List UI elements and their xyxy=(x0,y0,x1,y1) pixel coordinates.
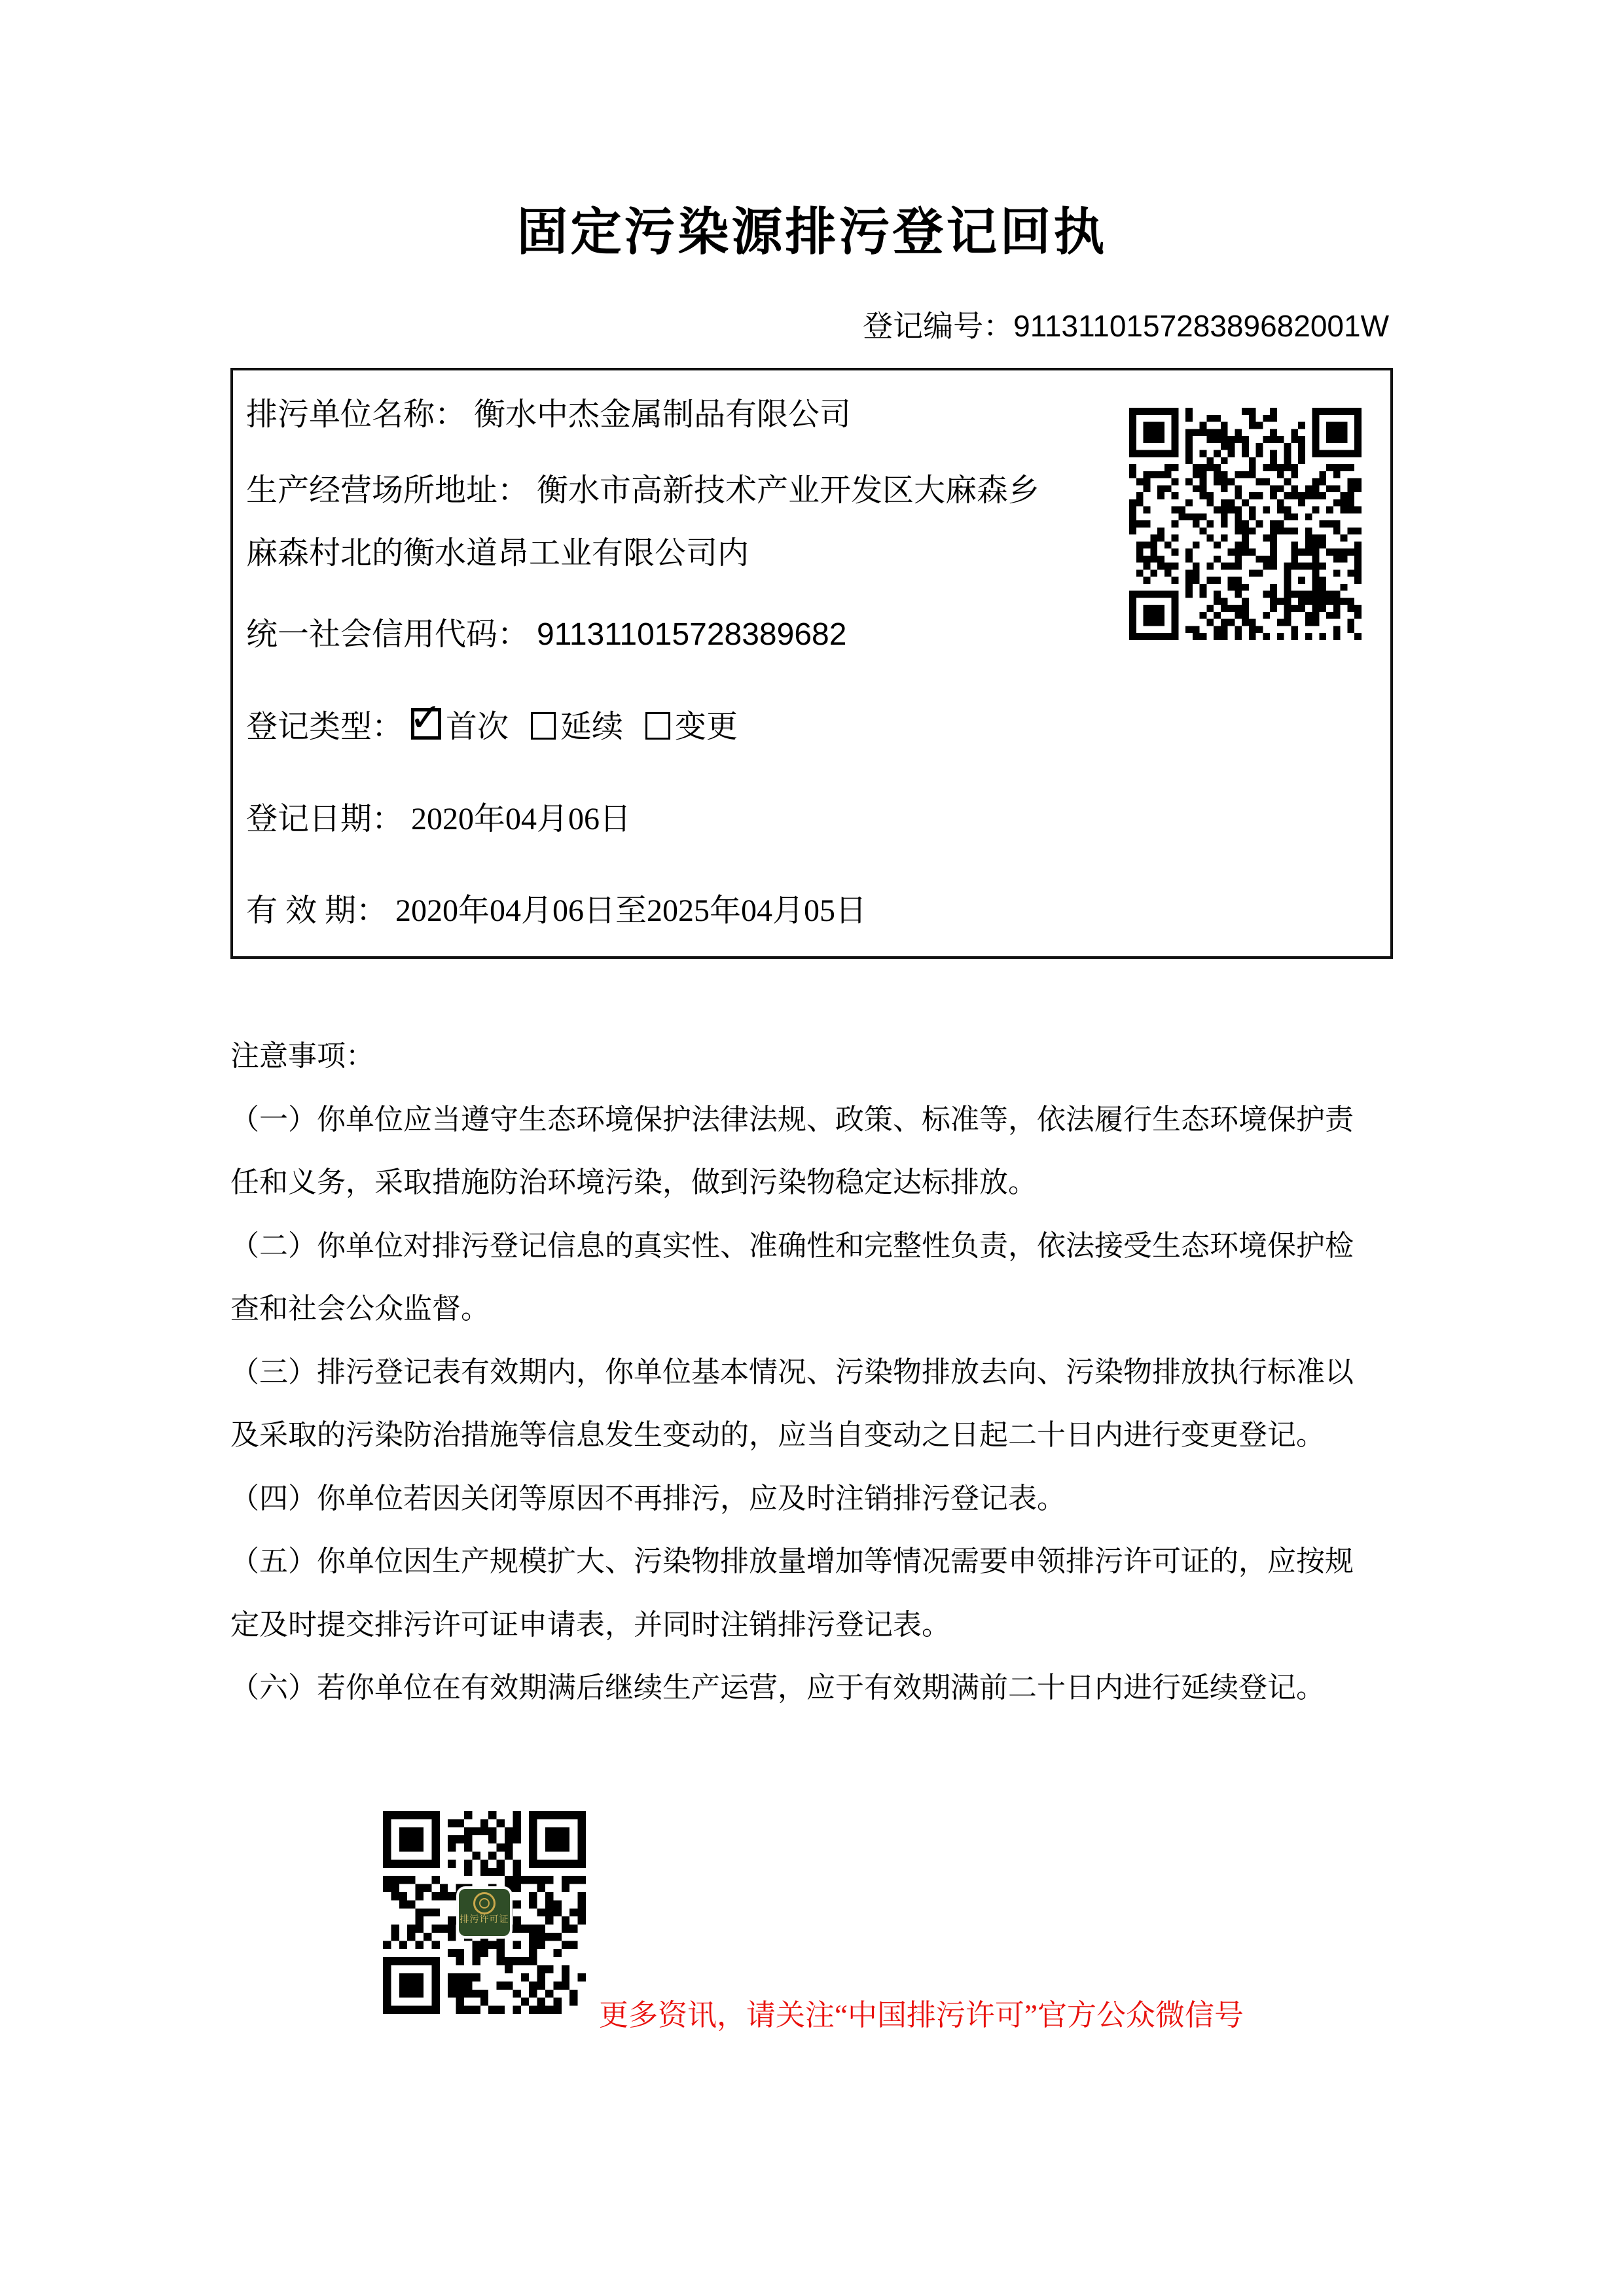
reg-type-option-label: 首次 xyxy=(446,709,509,744)
emblem-icon xyxy=(473,1892,496,1914)
footer-caption: 更多资讯，请关注“中国排污许可”官方公众微信号 xyxy=(599,1999,1244,2032)
reg-type-option-3 xyxy=(645,709,738,745)
registration-info-box xyxy=(230,368,1393,959)
reg-type-option-label: 延续 xyxy=(560,709,624,744)
field-registration-date xyxy=(246,801,631,837)
field-credit-code xyxy=(246,617,846,653)
notice-line: （四）你单位若因关闭等原因不再排污，应及时注销排污登记表。 xyxy=(230,1482,1066,1515)
field-valid-period xyxy=(246,893,867,929)
notice-line: 任和义务，采取措施防治环境污染，做到污染物稳定达标排放。 xyxy=(230,1166,1037,1198)
field-value: 2020年04月06日 xyxy=(411,802,632,836)
field-value: 衡水市高新技术产业开发区大麻森乡 xyxy=(537,473,1040,508)
field-value: 2020年04月06日至2025年04月05日 xyxy=(395,893,867,928)
reg-type-option-1 xyxy=(409,695,509,745)
notice-line: （一）你单位应当遵守生态环境保护法律法规、政策、标准等，依法履行生态环境保护责 xyxy=(230,1103,1354,1136)
checkbox-unchecked-icon xyxy=(531,712,556,740)
wechat-qr-block xyxy=(383,1811,586,2014)
checkbox-unchecked-icon xyxy=(645,712,670,740)
registration-number-label: 登记编号： xyxy=(863,310,1014,343)
field-label: 统一社会信用代码： xyxy=(246,617,530,652)
registration-number-value: 911311015728389682001W xyxy=(1013,309,1389,343)
field-label: 登记类型： xyxy=(246,709,404,744)
notice-line: 查和社会公众监督。 xyxy=(230,1293,490,1325)
page-title: 固定污染源排污登记回执 xyxy=(516,204,1108,260)
registration-qr-code-icon xyxy=(1129,408,1362,640)
field-address-line1 xyxy=(246,473,1039,509)
reg-type-option-label: 变更 xyxy=(675,709,738,744)
permit-logo xyxy=(456,1886,513,1939)
permit-logo-text: 排污许可证 xyxy=(460,1915,509,1925)
notice-line: 及采取的污染防治措施等信息发生变动的，应当自变动之日起二十日内进行变更登记。 xyxy=(230,1419,1325,1451)
field-label: 排污单位名称： xyxy=(246,397,467,432)
check-mark-icon: ✓ xyxy=(409,695,442,741)
reg-type-option-2 xyxy=(531,709,623,745)
checkbox-checked-icon xyxy=(409,695,442,741)
notice-line: （五）你单位因生产规模扩大、污染物排放量增加等情况需要申领排污许可证的，应按规 xyxy=(230,1545,1354,1577)
field-label: 生产经营场所地址： xyxy=(246,473,530,508)
field-registration-type xyxy=(246,695,760,745)
notice-line: （三）排污登记表有效期内，你单位基本情况、污染物排放去向、污染物排放执行标准以 xyxy=(230,1355,1354,1388)
field-address-line2 xyxy=(246,535,749,571)
field-label: 登记日期： xyxy=(246,802,404,836)
notice-line: （二）你单位对排污登记信息的真实性、准确性和完整性负责，依法接受生态环境保护检 xyxy=(230,1229,1354,1262)
notice-line: 定及时提交排污许可证申请表，并同时注销排污登记表。 xyxy=(230,1608,950,1641)
field-unit-name xyxy=(246,397,851,433)
registration-number-line xyxy=(863,302,1389,346)
notice-line: （六）若你单位在有效期满后继续生产运营，应于有效期满前二十日内进行延续登记。 xyxy=(230,1672,1325,1704)
field-value: 衡水中杰金属制品有限公司 xyxy=(474,397,852,432)
notice-section xyxy=(230,1025,1409,1720)
field-value: 麻森村北的衡水道昂工业有限公司内 xyxy=(246,536,749,571)
field-value: 911311015728389682 xyxy=(537,617,847,652)
emblem-core-icon xyxy=(479,1898,490,1909)
notice-heading: 注意事项： xyxy=(230,1040,374,1072)
field-label: 有 效 期： xyxy=(246,893,388,928)
registration-type-options xyxy=(409,695,760,744)
